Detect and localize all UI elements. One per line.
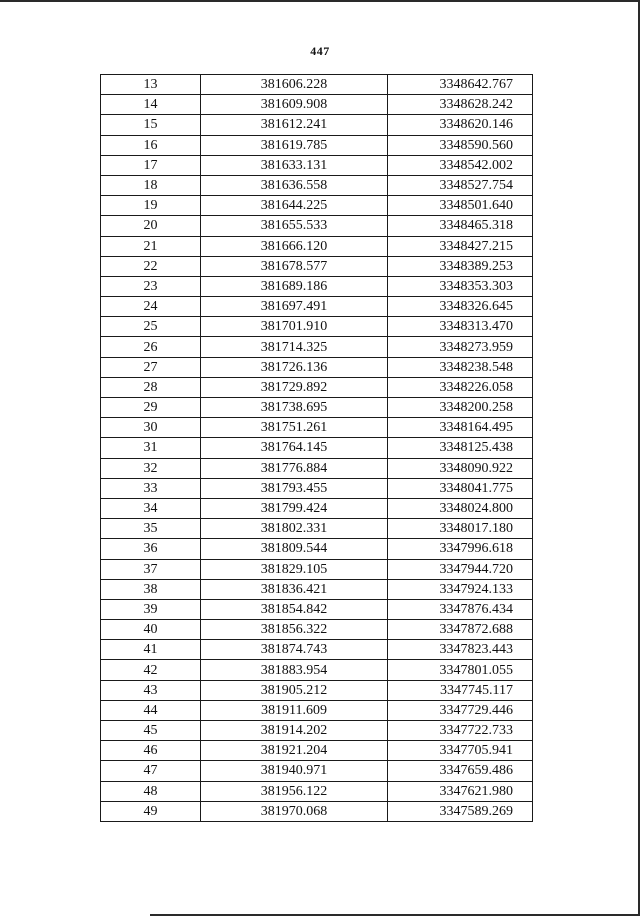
table-row (101, 236, 533, 256)
x-coordinate-cell: 381644.225 (201, 196, 388, 216)
x-coordinate-cell: 381751.261 (201, 418, 388, 438)
point-number-cell: 25 (101, 317, 201, 337)
y-coordinate-cell: 3348542.002 (388, 155, 533, 175)
table-row (101, 579, 533, 599)
x-coordinate-cell: 381606.228 (201, 75, 388, 95)
x-coordinate-cell: 381793.455 (201, 478, 388, 498)
point-number-cell: 37 (101, 559, 201, 579)
y-coordinate-cell: 3348620.146 (388, 115, 533, 135)
point-number-cell: 24 (101, 297, 201, 317)
y-coordinate-cell: 3347722.733 (388, 721, 533, 741)
y-coordinate-cell: 3347944.720 (388, 559, 533, 579)
table-row (101, 115, 533, 135)
y-coordinate-cell: 3348501.640 (388, 196, 533, 216)
y-coordinate-cell: 3347801.055 (388, 660, 533, 680)
x-coordinate-cell: 381883.954 (201, 660, 388, 680)
table-row (101, 478, 533, 498)
table-row (101, 155, 533, 175)
x-coordinate-cell: 381911.609 (201, 700, 388, 720)
y-coordinate-cell: 3348238.548 (388, 357, 533, 377)
y-coordinate-cell: 3348090.922 (388, 458, 533, 478)
x-coordinate-cell: 381956.122 (201, 781, 388, 801)
point-number-cell: 26 (101, 337, 201, 357)
x-coordinate-cell: 381655.533 (201, 216, 388, 236)
point-number-cell: 23 (101, 276, 201, 296)
point-number-cell: 31 (101, 438, 201, 458)
table-row (101, 539, 533, 559)
x-coordinate-cell: 381799.424 (201, 498, 388, 518)
x-coordinate-cell: 381905.212 (201, 680, 388, 700)
point-number-cell: 27 (101, 357, 201, 377)
x-coordinate-cell: 381678.577 (201, 256, 388, 276)
y-coordinate-cell: 3348024.800 (388, 498, 533, 518)
scan-border-top (0, 0, 640, 2)
x-coordinate-cell: 381633.131 (201, 155, 388, 175)
table-row (101, 458, 533, 478)
y-coordinate-cell: 3348273.959 (388, 337, 533, 357)
point-number-cell: 42 (101, 660, 201, 680)
table-row (101, 297, 533, 317)
table-row (101, 175, 533, 195)
point-number-cell: 20 (101, 216, 201, 236)
point-number-cell: 35 (101, 519, 201, 539)
table-row (101, 438, 533, 458)
point-number-cell: 43 (101, 680, 201, 700)
y-coordinate-cell: 3348527.754 (388, 175, 533, 195)
x-coordinate-cell: 381701.910 (201, 317, 388, 337)
point-number-cell: 13 (101, 75, 201, 95)
point-number-cell: 18 (101, 175, 201, 195)
table-row (101, 559, 533, 579)
point-number-cell: 14 (101, 95, 201, 115)
y-coordinate-cell: 3348125.438 (388, 438, 533, 458)
table-row (101, 498, 533, 518)
table-row (101, 801, 533, 821)
table-row (101, 75, 533, 95)
page-number: 447 (310, 44, 330, 58)
point-number-cell: 16 (101, 135, 201, 155)
table-row (101, 357, 533, 377)
point-number-cell: 29 (101, 398, 201, 418)
point-number-cell: 48 (101, 781, 201, 801)
x-coordinate-cell: 381666.120 (201, 236, 388, 256)
point-number-cell: 44 (101, 700, 201, 720)
table-row (101, 599, 533, 619)
y-coordinate-cell: 3347659.486 (388, 761, 533, 781)
y-coordinate-cell: 3347705.941 (388, 741, 533, 761)
point-number-cell: 38 (101, 579, 201, 599)
y-coordinate-cell: 3348017.180 (388, 519, 533, 539)
point-number-cell: 40 (101, 620, 201, 640)
y-coordinate-cell: 3348628.242 (388, 95, 533, 115)
x-coordinate-cell: 381914.202 (201, 721, 388, 741)
x-coordinate-cell: 381809.544 (201, 539, 388, 559)
x-coordinate-cell: 381689.186 (201, 276, 388, 296)
table-row (101, 418, 533, 438)
point-number-cell: 19 (101, 196, 201, 216)
x-coordinate-cell: 381764.145 (201, 438, 388, 458)
y-coordinate-cell: 3347621.980 (388, 781, 533, 801)
table-row (101, 398, 533, 418)
point-number-cell: 33 (101, 478, 201, 498)
table-row (101, 721, 533, 741)
y-coordinate-cell: 3348353.303 (388, 276, 533, 296)
y-coordinate-cell: 3348326.645 (388, 297, 533, 317)
x-coordinate-cell: 381854.842 (201, 599, 388, 619)
point-number-cell: 32 (101, 458, 201, 478)
table-row (101, 640, 533, 660)
y-coordinate-cell: 3348164.495 (388, 418, 533, 438)
point-number-cell: 15 (101, 115, 201, 135)
x-coordinate-cell: 381619.785 (201, 135, 388, 155)
x-coordinate-cell: 381829.105 (201, 559, 388, 579)
x-coordinate-cell: 381874.743 (201, 640, 388, 660)
y-coordinate-cell: 3347729.446 (388, 700, 533, 720)
x-coordinate-cell: 381970.068 (201, 801, 388, 821)
x-coordinate-cell: 381738.695 (201, 398, 388, 418)
x-coordinate-cell: 381612.241 (201, 115, 388, 135)
point-number-cell: 36 (101, 539, 201, 559)
table-row (101, 781, 533, 801)
point-number-cell: 41 (101, 640, 201, 660)
y-coordinate-cell: 3348465.318 (388, 216, 533, 236)
point-number-cell: 49 (101, 801, 201, 821)
y-coordinate-cell: 3347876.434 (388, 599, 533, 619)
point-number-cell: 34 (101, 498, 201, 518)
y-coordinate-cell: 3348226.058 (388, 377, 533, 397)
y-coordinate-cell: 3347924.133 (388, 579, 533, 599)
y-coordinate-cell: 3347872.688 (388, 620, 533, 640)
table-row (101, 660, 533, 680)
table-row (101, 276, 533, 296)
table-row (101, 196, 533, 216)
point-number-cell: 17 (101, 155, 201, 175)
point-number-cell: 45 (101, 721, 201, 741)
y-coordinate-cell: 3348041.775 (388, 478, 533, 498)
table-row (101, 519, 533, 539)
x-coordinate-cell: 381836.421 (201, 579, 388, 599)
x-coordinate-cell: 381856.322 (201, 620, 388, 640)
table-row (101, 337, 533, 357)
y-coordinate-cell: 3348313.470 (388, 317, 533, 337)
y-coordinate-cell: 3347745.117 (388, 680, 533, 700)
table-row (101, 761, 533, 781)
y-coordinate-cell: 3348200.258 (388, 398, 533, 418)
point-number-cell: 22 (101, 256, 201, 276)
table-row (101, 680, 533, 700)
table-row (101, 377, 533, 397)
point-number-cell: 46 (101, 741, 201, 761)
point-number-cell: 28 (101, 377, 201, 397)
x-coordinate-cell: 381729.892 (201, 377, 388, 397)
x-coordinate-cell: 381802.331 (201, 519, 388, 539)
y-coordinate-cell: 3348427.215 (388, 236, 533, 256)
point-number-cell: 39 (101, 599, 201, 619)
y-coordinate-cell: 3347996.618 (388, 539, 533, 559)
table-row (101, 135, 533, 155)
y-coordinate-cell: 3348590.560 (388, 135, 533, 155)
y-coordinate-cell: 3348389.253 (388, 256, 533, 276)
coordinate-table-body (101, 75, 533, 822)
table-row (101, 216, 533, 236)
table-row (101, 620, 533, 640)
y-coordinate-cell: 3348642.767 (388, 75, 533, 95)
x-coordinate-cell: 381726.136 (201, 357, 388, 377)
point-number-cell: 30 (101, 418, 201, 438)
table-row (101, 700, 533, 720)
x-coordinate-cell: 381697.491 (201, 297, 388, 317)
x-coordinate-cell: 381940.971 (201, 761, 388, 781)
x-coordinate-cell: 381714.325 (201, 337, 388, 357)
x-coordinate-cell: 381609.908 (201, 95, 388, 115)
point-number-cell: 21 (101, 236, 201, 256)
table-row (101, 741, 533, 761)
coordinate-table (100, 74, 533, 822)
x-coordinate-cell: 381921.204 (201, 741, 388, 761)
x-coordinate-cell: 381636.558 (201, 175, 388, 195)
y-coordinate-cell: 3347589.269 (388, 801, 533, 821)
table-row (101, 317, 533, 337)
table-row (101, 95, 533, 115)
x-coordinate-cell: 381776.884 (201, 458, 388, 478)
table-row (101, 256, 533, 276)
y-coordinate-cell: 3347823.443 (388, 640, 533, 660)
point-number-cell: 47 (101, 761, 201, 781)
